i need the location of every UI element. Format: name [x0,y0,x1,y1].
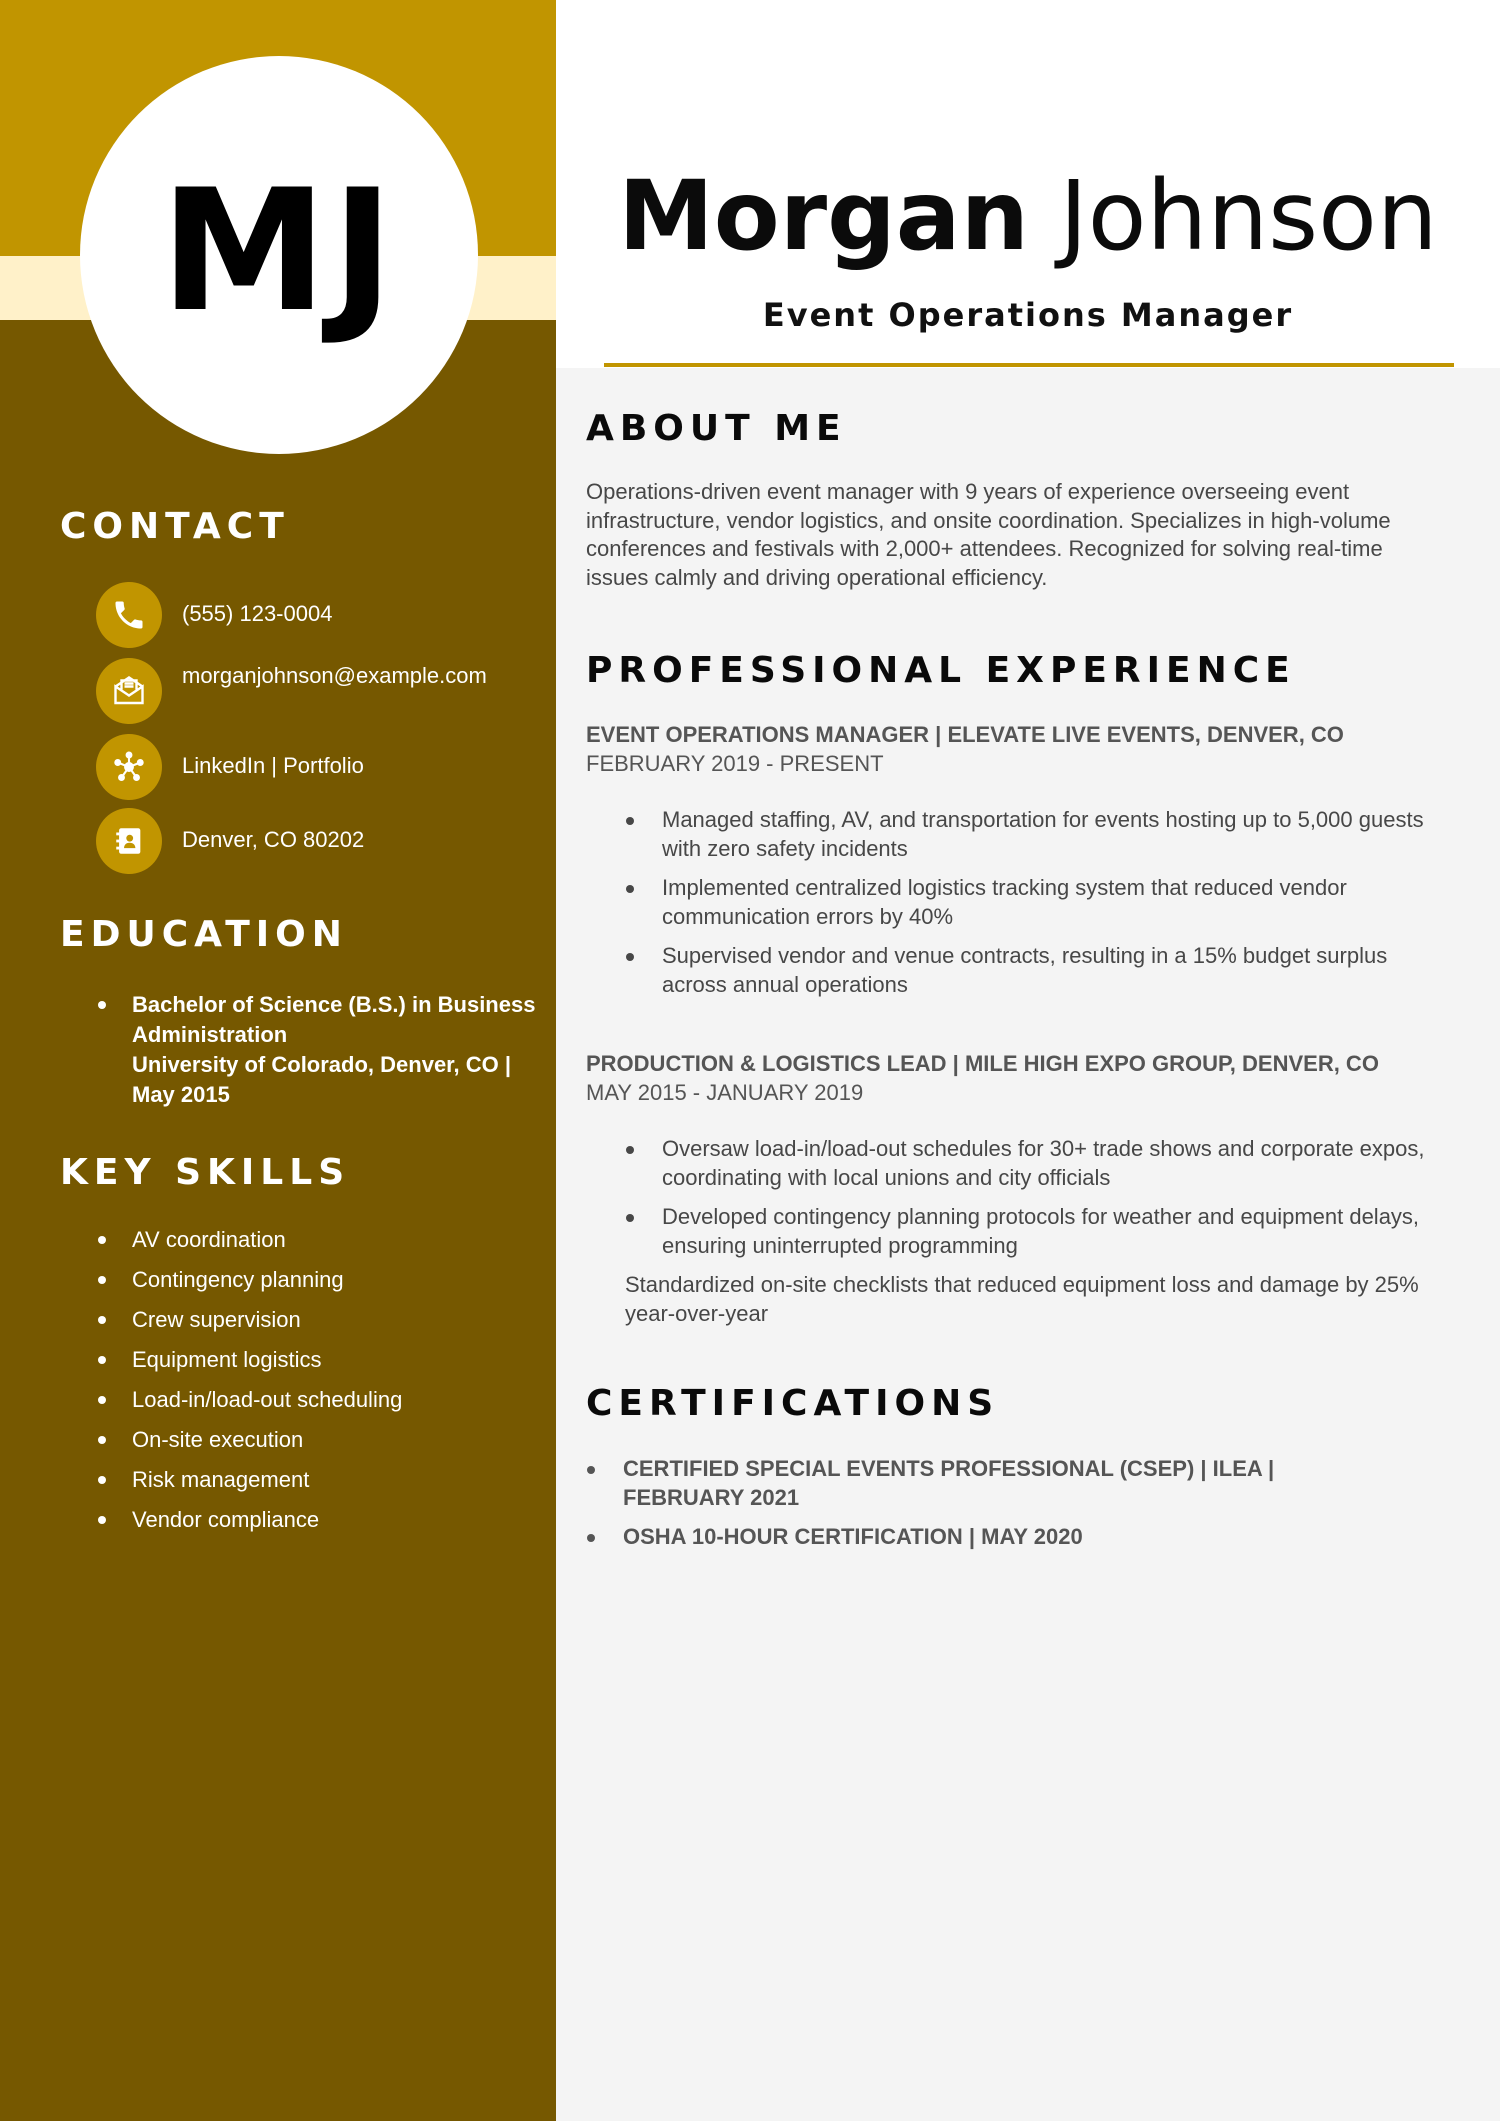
first-name: Morgan [618,160,1029,272]
last-name: Johnson [1059,160,1438,272]
monogram-badge [80,56,478,454]
job-1-bullets [662,806,1442,1010]
job-1-dates: FEBRUARY 2019 - PRESENT [586,751,884,776]
certifications-heading: CERTIFICATIONS [586,1383,1000,1424]
contact-address [96,808,502,874]
contact-heading: CONTACT [60,506,290,547]
contact-phone [96,582,502,648]
phone-icon [96,582,162,648]
education-degree: Bachelor of Science (B.S.) in Business Administration [132,992,536,1047]
skills-heading: KEY SKILLS [60,1152,351,1193]
skill-item: Equipment logistics [132,1344,552,1384]
job-1-title: EVENT OPERATIONS MANAGER | ELEVATE LIVE EVENTS, DENVER, CO [586,722,1344,747]
skill-item: Contingency planning [132,1264,552,1304]
skill-item: AV coordination [132,1224,552,1264]
job-bullet: Developed contingency planning protocols for weather and equipment delays, ensuring uninterrupted programming [662,1203,1442,1260]
education-heading: EDUCATION [60,914,348,955]
job-bullet: Managed staffing, AV, and transportation for events hosting up to 5,000 guests with zero safety incidents [662,806,1442,863]
education-item [132,990,552,1110]
contact-links[interactable] [96,734,502,800]
network-icon [96,734,162,800]
contact-links-text: LinkedIn | Portfolio [182,753,364,778]
certifications-list [623,1455,1363,1563]
skill-item: Risk management [132,1464,552,1504]
job-bullet: Implemented centralized logistics tracking system that reduced vendor communication errors by 40% [662,874,1442,931]
job-title: Event Operations Manager [762,296,1294,334]
full-name [556,160,1500,272]
skill-item: Vendor compliance [132,1504,552,1544]
contact-email[interactable] [96,658,502,724]
contact-phone-text: (555) 123-0004 [182,601,333,626]
certification-item: OSHA 10-HOUR CERTIFICATION | MAY 2020 [623,1523,1363,1552]
job-2-dates: MAY 2015 - JANUARY 2019 [586,1080,864,1105]
certification-item: CERTIFIED SPECIAL EVENTS PROFESSIONAL (CSEP) | ILEA | FEBRUARY 2021 [623,1455,1363,1512]
address-book-icon [96,808,162,874]
skill-item: Crew supervision [132,1304,552,1344]
contact-email-text: morganjohnson@example.com [182,663,487,688]
skill-item: On-site execution [132,1424,552,1464]
education-school: University of Colorado, Denver, CO | May 2015 [132,1052,512,1107]
about-text: Operations-driven event manager with 9 years of experience overseeing event infrastructure, vendor logistics, and onsite coordination. Specializes in high-volume conferences and festivals with 2,000+ attendees. Recognized for solving real-time issues calmly and driving operational efficiency. [586,479,1391,590]
job-2-title: PRODUCTION & LOGISTICS LEAD | MILE HIGH EXPO GROUP, DENVER, CO [586,1051,1379,1076]
skills-list [96,1224,552,1544]
monogram-text: MJ [160,153,398,349]
job-2-bullets [662,1135,1442,1271]
skill-item: Load-in/load-out scheduling [132,1384,552,1424]
envelope-icon [96,658,162,724]
job-bullet: Oversaw load-in/load-out schedules for 30+ trade shows and corporate expos, coordinating with local unions and city officials [662,1135,1442,1192]
about-heading: ABOUT ME [586,408,847,449]
experience-heading: PROFESSIONAL EXPERIENCE [586,650,1296,691]
job-bullet: Supervised vendor and venue contracts, resulting in a 15% budget surplus across annual operations [662,942,1442,999]
contact-address-text: Denver, CO 80202 [182,827,365,852]
header-divider [604,363,1454,367]
education-list [96,990,552,1110]
job-2-note: Standardized on-site checklists that reduced equipment loss and damage by 25% year-over-year [625,1272,1419,1326]
